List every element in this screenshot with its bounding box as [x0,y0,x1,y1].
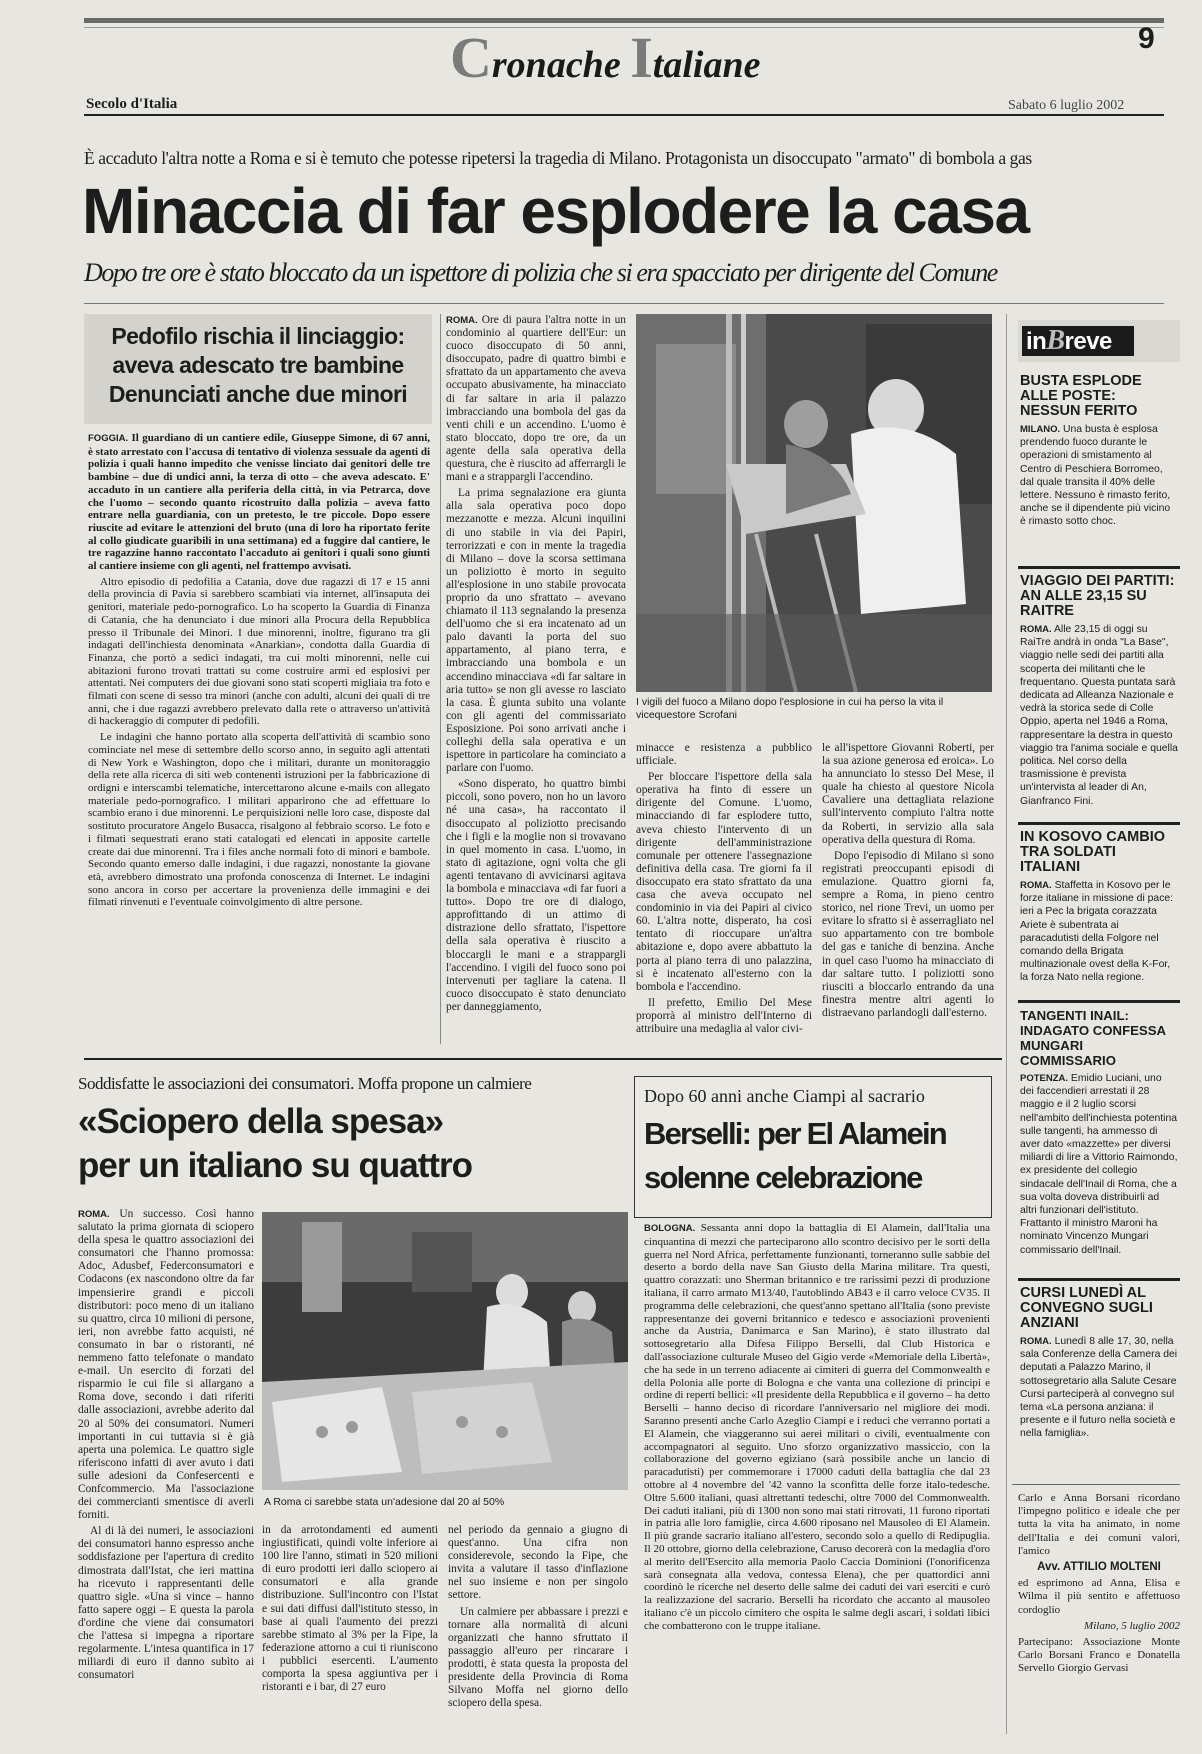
main-paragraph: Dopo l'episodio di Milano si sono registrati preoccupanti episodi di emulazione. Quattro giorni fa, sempre a Roma, in pieno centro storico, nel rione Trevi, un uomo per evitare lo sfratto si è asserragliato nel suo appartamento con tre bombole del gas e taniche di benzina. Anche in quel caso l'uomo ha minacciato di dar saltare tutto. I poliziotti sono riusciti a bloccarlo entrando da una finestra mentre altri agenti lo distraevano parlandogli dall'esterno. [822,849,994,1019]
main-paragraph: minacce e resistenza a pubblico ufficiale. [636,742,812,768]
market-photo-caption: A Roma ci sarebbe stata un'adesione dal 20 al 50% [264,1496,505,1508]
pedofilo-dateline: FOGGIA. [88,433,129,444]
sciopero-headline-line-2: per un italiano su quattro [78,1146,473,1185]
necrologio-date: Milano, 5 luglio 2002 [1084,1619,1180,1632]
brief-item-2 [1020,574,1178,808]
market-photo [262,1212,628,1490]
main-headline: Minaccia di far esplodere la casa [82,175,1029,247]
sciopero-col-1 [78,1208,254,1746]
pedofilo-paragraph: Le indagini che hanno portato alla scoperta dell'attività di scambio sono cominciate nel mese di settembre dello scorso anno, in seguito agli attentati di New York e Washington, dopo che i militari, durante un monitoraggio della rete alla ricerca di siti web contenenti istruzioni per la fabbricazione di ordigni e interscambi telematiche, intercettarono alcune e-mails con allegato materiale pedo-pornografico. I militari apparirono che ad effettuare lo scambio erano i due minorenni. Le perquisizioni nelle loro case, disposte dal sostituto procuratore Angelo Busacca, risalgono al febbraio scorso. Le foto e i filmati sequestrati erano stati catalogati ed elencati in apposite cartelle create dai due minorenni. Tra i files anche normali foto di minori e bambole. Secondo quanto emerso dalle indagini, i due ragazzi, nonostante la giovane età, avrebbero dimostrato una profonda conoscenza di Internet. Le indagini sono ancora in corso per accertare la provenienza delle immagini e dei filmati rinvenuti e l'eventuale coinvolgimento di altre persone. [88,731,430,909]
sciopero-kicker: Soddisfatte le associazioni dei consumatori. Moffa propone un calmiere [78,1074,532,1093]
mid-rule [84,1058,1002,1060]
sciopero-paragraph: in da arrotondamenti ed aumenti ingiustificati, quindi volte inferiore ai 100 lire l'anno, stimati in 520 milioni di euro prodotti ieri dallo sciopero ai consumatori e alla grande distribuzione. Sull'incontro con l'Istat e sui dati diffusi dall'istituto stesso, in base ai quali l'aumento dei prezzi sarebbe stimato al 3% per la Fipe, la federazione attorno a cui ti riuniscono i pubblici esercenti. L'aumento comporta la spesa aggiuntiva per i ristoranti e i bar, di 27 euro [262,1524,438,1694]
firefighters-photo-image [636,314,992,692]
firefighters-photo [636,314,992,692]
main-paragraph: Il prefetto, Emilio Del Mese proporrà al ministro dell'Interno di attribuire una medaglia al valor civi- [636,996,812,1035]
page-number: 9 [1138,22,1155,55]
main-subheadline: Dopo tre ore è stato bloccato da un ispettore di polizia che si era spacciato per dirigente del Comune [84,258,997,287]
berselli-body [644,1222,990,1744]
firefighters-photo-caption: I vigili del fuoco a Milano dopo l'esplosione in cui ha perso la vita il vicequestore Scrofani [636,696,944,721]
necrologio-text: ed esprimono ad Anna, Elisa e Wilma il più sentito e affettuoso cordoglio [1018,1577,1180,1616]
sciopero-paragraph: nel periodo da gennaio a giugno di quest'anno. Una cifra non considerevole, secondo la Fipe, che invita a valutare il tasso d'inflazione nel suo insieme e non per singolo settore. [448,1524,628,1602]
in-breve-logo-reve: reve [1064,328,1112,355]
sciopero-dateline: ROMA. [78,1209,110,1220]
column-rule [440,314,441,1044]
sciopero-paragraph: Un successo. Così hanno salutato la prima giornata di sciopero della spesa le quattro associazioni dei consumatori che l'hanno promossa: Adoc, Adusbef, Federconsumatori e Codacons (ex nascondono oltre da far impensierire grandi e piccoli distributori: poco meno di un italiano su quattro, circa 10 milioni di persone, ieri, non avrebbe fatto acquisti, né consumato in bar o ristoranti, né nemmeno fatto telefonate o mandato e-mail. Un esercito di forzati del risparmio le cui file si allargano a Roma dove, secondo i dati riferiti dalle associazioni, avrebbe aderito dal 20 al 50% dei consumatori. Numeri importanti in cui tuttavia si è già aperta una polemica. Le quattro sigle riferiscono infatti di aver avuto i dati sulle adesioni da Confesercenti e Confcommercio. Ma l'associazione dei commercianti smentisce di averli forniti. [78,1208,254,1522]
brief-separator [1018,1000,1180,1003]
newspaper-name: Secolo d'Italia [86,96,178,112]
brief-text: Emidio Luciani, uno dei faccendieri arrestati il 28 maggio e il 2 luglio scorsi nell'ambito dell'inchiesta potentina sulle tangenti, ha ammesso di aver dato «mazzette» per diversi miliardi di lire a Vittorio Raimondo, ex presidente del collegio sindacale dell'Inail di Roma, che a sua volta doveva distribuirli ad altri funzionari dell'istituto. Frattanto il ministro Maroni ha nominato Vincenzo Mungari commissario dell'Inail. [1020,1073,1178,1256]
top-rule [84,18,1164,23]
necrologio-name: Avv. ATTILIO MOLTENI [1037,1561,1161,1574]
necrologio [1018,1492,1180,1676]
necrologio-participants: Partecipano: Associazione Monte Carlo Borsani Franco e Donatella Servello Giorgio Gervasi [1018,1636,1180,1675]
brief-text: Una busta è esplosa prendendo fuoco durante le operazioni di smistamento al Centro di Peschiera Borromeo, dal quale transita il 40% delle lettere. Nessuno è rimasto ferito, anche se il dipendente più vicino è rimasto sotto choc. [1020,424,1171,528]
sciopero-headline [78,1100,638,1188]
pedofilo-lead: Il guardiano di un cantiere edile, Giuseppe Simone, di 67 anni, è stato arrestato con l'accusa di tentativo di violenza sessuale da agenti di polizia i quali hanno impedito che venisse linciato dai genitori delle tre bambine – due di undici anni, la terza di otto – che aveva adescato. E' accaduto in un cantiere alla periferia della città, in via Petrarca, dove che l'uomo – secondo quanto ricostruito dalla polizia – aveva fatto entrare nella guardiania, con un pretesto, le tre piccole. Dopo essere riuscite ad evitare le attenzioni del bruto (una di loro ha riportato ferite al collo giudicate guaribili in una settimana) ed a fuggire dal cantiere, le tre ragazzine hanno raccontato l'accaduto ai genitori i quali sono giunti al cantiere insieme con gli agenti, nel frattempo avvisati. [88,432,430,573]
berselli-headline [644,1112,984,1200]
issue-date: Sabato 6 luglio 2002 [1008,98,1125,113]
brief-separator [1018,1278,1180,1281]
main-kicker: È accaduto l'altra notte a Roma e si è temuto che potesse ripetersi la tragedia di Milano. Protagonista un disoccupato "armato" di bombola a gas [84,148,1032,168]
brief-text: Staffetta in Kosovo per le forze italiane in missione di pace: ieri a Pec la brigata corazzata Ariete è subentrata ai paracadutisti della Folgore nel comando della Brigata multinazionale ovest della K-For, la forza Nato nella regione. [1020,880,1174,984]
berselli-dateline: BOLOGNA. [644,1223,696,1234]
main-col-2 [636,742,812,1048]
sciopero-headline-line-1: «Sciopero della spesa» [78,1102,444,1141]
main-col-1 [446,314,626,1048]
section-title [450,24,830,94]
pedofilo-headline: Pedofilo rischia il linciaggio: aveva adescato tre bambine Denunciati anche due minori [108,323,408,407]
sciopero-col-2 [262,1524,438,1746]
berselli-headline-line-1: Berselli: per El Alamein [644,1116,946,1151]
main-paragraph: le all'ispettore Giovanni Roberti, per la sua azione generosa ed eroica». Lo ha annunciato lo stesso Del Mese, il quale ha chiesto al questore Nicola Cavaliere una dettagliata relazione sull'intervento compiuto l'altra notte da Roberti, in servizio alla sala operativa della questura di Roma. [822,742,994,846]
berselli-kicker: Dopo 60 anni anche Ciampi al sacrario [644,1086,925,1106]
necrologio-text: Carlo e Anna Borsani ricordano l'impegno politico e ideale che per tutta la vita ha animato, in nome dell'Italia e dei comuni valori, l'amico [1018,1492,1180,1557]
pedofilo-paragraph: Altro episodio di pedofilia a Catania, dove due ragazzi di 17 e 15 anni della provincia di Pavia si sarebbero scambiati via internet, all'insaputa dei genitori, materiale pedo-pornografico. Lo ha scoperto la Guardia di Finanza di Catania, che ha denunciato i due minori alla Procura della Repubblica presso il Tribunale dei Minori. I due minorenni, inoltre, figurano tra gli indagati dell'inchiesta denominata «Anarkian», condotta dalla Guardia di Finanza, che portò a sedici indagati, tra cui molti minorenni, nelle cui abitazioni furono trovati trattati su come costruire armi ed esplosivi per attentati. Nei computers dei due giovani sono stati scoperti migliaia tra foto e filmati con scene di sesso tra minori (anche con adulti, alcuni dei quali di tre anni, che i due ragazzi avrebbero prelevato dalla rete o attraverso un'attività di hackeraggio di computer di pedofili. [88,575,430,728]
brief-item-5 [1020,1286,1178,1441]
in-breve-logo-in: in [1026,328,1047,355]
brief-title: VIAGGIO DEI PARTITI: AN ALLE 23,15 SU RAITRE [1020,573,1175,619]
sciopero-col-3 [448,1524,628,1746]
brief-separator [1018,566,1180,569]
brief-separator [1018,822,1180,825]
in-breve-logo-b: B [1046,325,1065,356]
headline-rule [84,303,1164,304]
berselli-headline-line-2: solenne celebrazione [644,1160,922,1195]
brief-text: Lunedì 8 alle 17, 30, nella sala Conferenze della Camera dei deputati a Palazzo Marino, il sottosegretario alla Salute Cesare Cursi parteciperà al convegno sul tema «La persona anziana: il presente e il futuro nella società e nella famiglia». [1020,1336,1178,1440]
brief-dateline: ROMA. [1020,1336,1052,1347]
brief-dateline: ROMA. [1020,880,1052,891]
brief-title: IN KOSOVO CAMBIO TRA SOLDATI ITALIANI [1020,829,1166,875]
main-paragraph: Ore di paura l'altra notte in un condominio al quartiere dell'Eur: un cuoco disoccupato di 50 anni, disoccupato, padre di quattro bimbi e sfrattato da un appartamento che aveva occupato abusivamente, ha minacciato di far saltare in aria il palazzo imbracciando una bombola del gas da venti chili e un accendino. L'uomo è stato bloccato, dopo tre ore, da un agente della sala operativa della questura, che è riuscito ad afferrargli le mani e a strappargli l'accendino. [446,314,626,484]
pedofilo-body [88,432,430,1032]
brief-item-4 [1020,1008,1178,1257]
brief-dateline: ROMA. [1020,624,1052,635]
header-bottom-rule [84,114,1164,116]
sidebar-rule [1006,314,1007,1734]
brief-title: TANGENTI INAIL: INDAGATO CONFESSA MUNGARI COMMISSARIO [1020,1008,1166,1068]
section-title-text-1: ronache [491,44,631,86]
main-paragraph: Per bloccare l'ispettore della sala operativa ha finto di essere un dirigente del Comune. L'uomo, minacciando di far esplodere tutto, aveva chiesto l'intervento di un dirigente dell'amministrazione comunale per ottenere l'assegnazione definitiva della casa. Tre giorni fa il disoccupato era stato sfrattato da una casa che aveva occupato nel condominio in via dei Papiri al civico 60. L'altra notte, disperato, ha così tentato di rioccupare un'altra abitazione e, dopo avere abbattuto la porta al piano terra di uno palazzina, si è incatenato all'esterno con la bombola e l'accendino. [636,771,812,993]
section-title-initial-i: I [630,25,653,90]
sciopero-paragraph: Al di là dei numeri, le associazioni dei consumatori hanno espresso anche soddisfazione per l'apertura di credito dimostrata dall'Istat, che ieri mattina ha ricevuto i rappresentanti delle quattro sigle. «Una si vince – hanno fatto sapere oggi – E questa la parola d'ordine che viene dai consumatori che l'attesa si impegna a riportare regolarmente. L'intesa quantifica in 17 miliardi di euro il danno subìto ai consumatori [78,1525,254,1682]
sciopero-paragraph: Un calmiere per abbassare i prezzi e tornare alla normalità di alcuni organizzati che hanno sfruttato il passaggio all'euro per rincarare i prodotti, è stata questa la proposta del presidente della Provincia di Roma Silvano Moffa nel giorno dello sciopero della spesa. [448,1605,628,1710]
brief-dateline: POTENZA. [1020,1073,1069,1084]
section-title-initial-c: C [450,25,492,90]
in-breve-logo [1026,326,1112,357]
market-photo-image [262,1212,628,1490]
main-paragraph: «Sono disperato, ho quattro bimbi piccoli, sono povero, non ho un lavoro né una casa», ha raccontato il disoccupato al poliziotto precisando che i figli e la moglie non si trovavano in quel momento in casa. L'uomo, in stato di agitazione, ogni volta che gli agenti tentavano di avvicinarsi agitava la bombola e minacciava «di far fuori a tutto». Dopo tre ore di dialogo, approfittando di un attimo di distrazione dello sfrattato, l'ispettore della sala operativa è riuscito a bloccargli le mani e a strappargli l'accendino. I vigili del fuoco sono poi intervenuti per tagliare la catena. Il cuoco disoccupato è stato denunciato per danneggiamento, [446,778,626,1013]
berselli-paragraph: Sessanta anni dopo la battaglia di El Alamein, dall'Italia una cinquantina di mezzi che parteciparono allo scontro decisivo per le sorti della guerra nel Nord Africa, perfettamente funzionanti, torneranno sulle sabbie del deserto a bordo della nave San Giusto della Marina militare. Tra questi, quattro corazzati: uno Sherman britannico e tre rarissimi pezzi di produzione italiana, il carro armato M13/40, l'autoblindo AB43 e il carro veloce CV35. Il programma delle celebrazioni, che quest'anno spettano all'Italia (sono previste rappresentanze dei governi britannico e tedesco e associazioni provenienti anche da Austria, Danimarca e San Marino), è stato illustrato dal sottosegretario alla Difesa Filippo Berselli, dal Club Historica e dall'associazione culturale Museo del Gigio verde «Memoriale della Libertà», che ha sede in un terreno adiacente ai cimiteri di guerra del Commonwealth e della Polonia alle porte di Bologna e che vanta una collezione di principi e ordine di reperti bellici: «Il presidente della Repubblica e il governo – ha detto Berselli – hanno deciso di ricordare l'anniversario nel migliore dei modi. Saranno presenti anche Carlo Azeglio Ciampi e i reduci che verranno portati a El Alamein, che viaggeranno sui aerei militari o civili, eventualmente con accompagnatori al seguito. Uno sforzo organizzativo massiccio, con la collaborazione del governo egiziano (sarà possibile anche un lancio di paracadutisti) per commemorare i 17000 caduti della battaglia che dal 23 ottobre al 4 novembre del '42 vanno la sconfitta delle forze italo-tedesche. Oltre 5.600 italiani, quasi altrettanti tedeschi, oltre 7000 del Commonwealth. Dei caduti italiani, più di 1300 non sono mai stati ritrovati, 11 furono riportati in patria alle loro famiglie, circa 4.600 riposano nel Mausoleo di El Alamein. Il più grande sacrario italiano all'estero, secondo solo a quello di Redipuglia. Il 20 ottobre, giorno della celebrazione, Caruso decorerà con la medaglia d'oro al merito dell'Esercito alla memoria Paolo Caccia Dominioni (l'onorificenza sarà consegnata alla vedova, contessa Elena), che per quattordici anni coordinò le ricerche nel deserto delle salme dei caduti dei vari eserciti e curò la realizzazione del sacrario. Berselli ha ricordato che accanto al mausoleo italiano c'è un piccolo cimitero che ospita le salme degli ascari, i soldati libici che combatterono con le truppe italiane. [644,1222,990,1632]
section-title-text-2: taliane [652,44,761,86]
brief-item-1 [1020,374,1178,529]
brief-title: BUSTA ESPLODE ALLE POSTE: NESSUN FERITO [1020,373,1142,419]
main-dateline: ROMA. [446,315,478,326]
main-paragraph: La prima segnalazione era giunta alla sala operativa poco dopo mezzanotte e mezza. Alcuni inquilini di uno stabile in via dei Papiri, terrorizzati e con in mente la tragedia di Milano – dove la scorsa settimana un poliziotto è morto in seguito all'esplosione in uno stabile provocata proprio da uno sfrattato – avevano chiamato il 113 segnalando la presenza dell'uomo che si era incatenato ad un palo davanti la porta del suo appartamento, al piano terra, e imbracciando una bombola e un accendino minacciava «di far saltare in aria tutto» se non gli avesse ro lasciato la casa. È giunta subito una volante con gli agenti del commissariato Esposizione. Poi sono arrivati anche i colleghi della sala operativa e un ispettore in particolare ha cominciato a parlare con l'uomo. [446,487,626,775]
brief-item-3 [1020,830,1178,985]
brief-text: Alle 23,15 di oggi su RaiTre andrà in onda "La Base", viaggio nelle sedi dei partiti alla scoperta dei militanti che le frequentano. Questa puntata sarà dedicata ad Alleanza Nazionale e vedrà la storica sede di Colle Oppio, aperta nel 1946 a Roma, rappresentare la destra in questo viaggio tra l'anima sociale e quella politica. Nel corso della trasmissione è prevista un'intervista al leader di An, Gianfranco Fini. [1020,624,1178,807]
necrologio-rule [1012,1484,1180,1485]
in-breve-header [1018,320,1180,362]
main-col-3 [822,742,994,1048]
brief-dateline: MILANO. [1020,424,1061,435]
brief-title: CURSI LUNEDÌ AL CONVEGNO SUGLI ANZIANI [1020,1285,1153,1331]
